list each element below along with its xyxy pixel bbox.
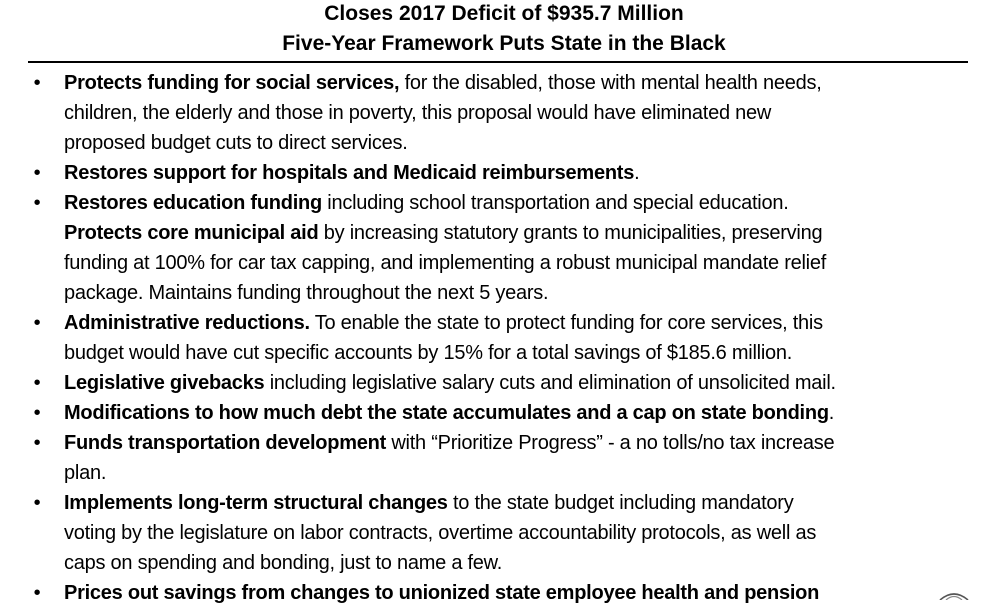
bullet-item: [0, 488, 964, 578]
bold-text: Protects core municipal aid: [64, 222, 319, 244]
bold-text: Funds transportation development: [64, 432, 387, 454]
text-line: [64, 428, 964, 458]
text-line: [64, 368, 964, 398]
text-line: [64, 548, 964, 578]
text-line: [64, 338, 964, 368]
bullet-item: [0, 68, 964, 158]
text-line: [64, 248, 964, 278]
bullet-item: [0, 188, 964, 218]
text-line: [64, 128, 964, 158]
body-text: .: [828, 402, 835, 424]
bullet-item: [0, 428, 964, 488]
bullet-item: [0, 368, 964, 398]
bold-text: Modifications to how much debt the state accumulates and a cap on state bonding: [64, 402, 829, 424]
bullet-marker: •: [33, 432, 41, 454]
body-text: including legislative salary cuts and elimination of unsolicited mail.: [264, 372, 836, 394]
body-text: voting by the legislature on labor contracts, overtime accountability protocols, as well as: [64, 522, 817, 544]
bullet-item: [0, 218, 964, 308]
bold-text: Legislative givebacks: [64, 372, 265, 394]
body-text: funding at 100% for car tax capping, and implementing a robust municipal mandate relief: [64, 252, 827, 274]
bullet-marker: •: [33, 162, 41, 184]
bullet-list: [0, 68, 1008, 608]
bullet-item: [0, 308, 964, 368]
bullet-marker: •: [33, 492, 41, 514]
bullet-marker: •: [33, 582, 41, 604]
body-text: by increasing statutory grants to municipalities, preserving: [318, 222, 823, 244]
header-divider: [28, 61, 968, 63]
body-text: to the state budget including mandatory: [447, 492, 794, 514]
bullet-item: [0, 578, 964, 608]
bullet-marker: •: [33, 372, 41, 394]
bullet-marker: •: [33, 312, 41, 334]
text-line: [64, 308, 964, 338]
bold-text: Administrative reductions.: [64, 312, 310, 334]
document-subtitle: Five-Year Framework Puts State in the Black: [282, 32, 726, 55]
bullet-marker: •: [33, 192, 41, 214]
text-line: [64, 98, 964, 128]
text-line: [64, 158, 964, 188]
body-text: children, the elderly and those in poverty, this proposal would have eliminated new: [64, 102, 772, 124]
text-line: [64, 488, 964, 518]
bullet-marker: •: [33, 72, 41, 94]
text-line: [64, 458, 964, 488]
bold-text: Restores education funding: [64, 192, 322, 214]
bullet-item: [0, 398, 964, 428]
body-text: budget would have cut specific accounts by 15% for a total savings of $185.6 million.: [64, 342, 793, 364]
bullet-marker: •: [33, 402, 41, 424]
bold-text: Protects funding for social services,: [64, 72, 400, 94]
text-line: [64, 578, 964, 608]
document-title: Closes 2017 Deficit of $935.7 Million: [324, 2, 684, 25]
body-text: plan.: [64, 462, 107, 484]
text-line: [64, 218, 964, 248]
body-text: To enable the state to protect funding for core services, this: [309, 312, 823, 334]
text-line: [64, 188, 964, 218]
text-line: [64, 68, 964, 98]
seal-fragment-icon: [934, 590, 974, 600]
text-line: [64, 278, 964, 308]
body-text: caps on spending and bonding, just to name a few.: [64, 552, 503, 574]
body-text: including school transportation and special education.: [321, 192, 789, 214]
bold-text: Implements long-term structural changes: [64, 492, 448, 514]
body-text: package. Maintains funding throughout the next 5 years.: [64, 282, 549, 304]
bold-text: Prices out savings from changes to unionized state employee health and pension: [64, 582, 820, 604]
body-text: .: [634, 162, 640, 184]
bold-text: Restores support for hospitals and Medicaid reimbursements: [64, 162, 635, 184]
body-text: proposed budget cuts to direct services.: [64, 132, 408, 154]
text-line: [64, 518, 964, 548]
text-line: [64, 398, 964, 428]
body-text: for the disabled, those with mental health needs,: [399, 72, 822, 94]
body-text: with “Prioritize Progress” - a no tolls/no tax increase: [386, 432, 835, 454]
bullet-item: [0, 158, 964, 188]
document-header: [0, 0, 1008, 59]
